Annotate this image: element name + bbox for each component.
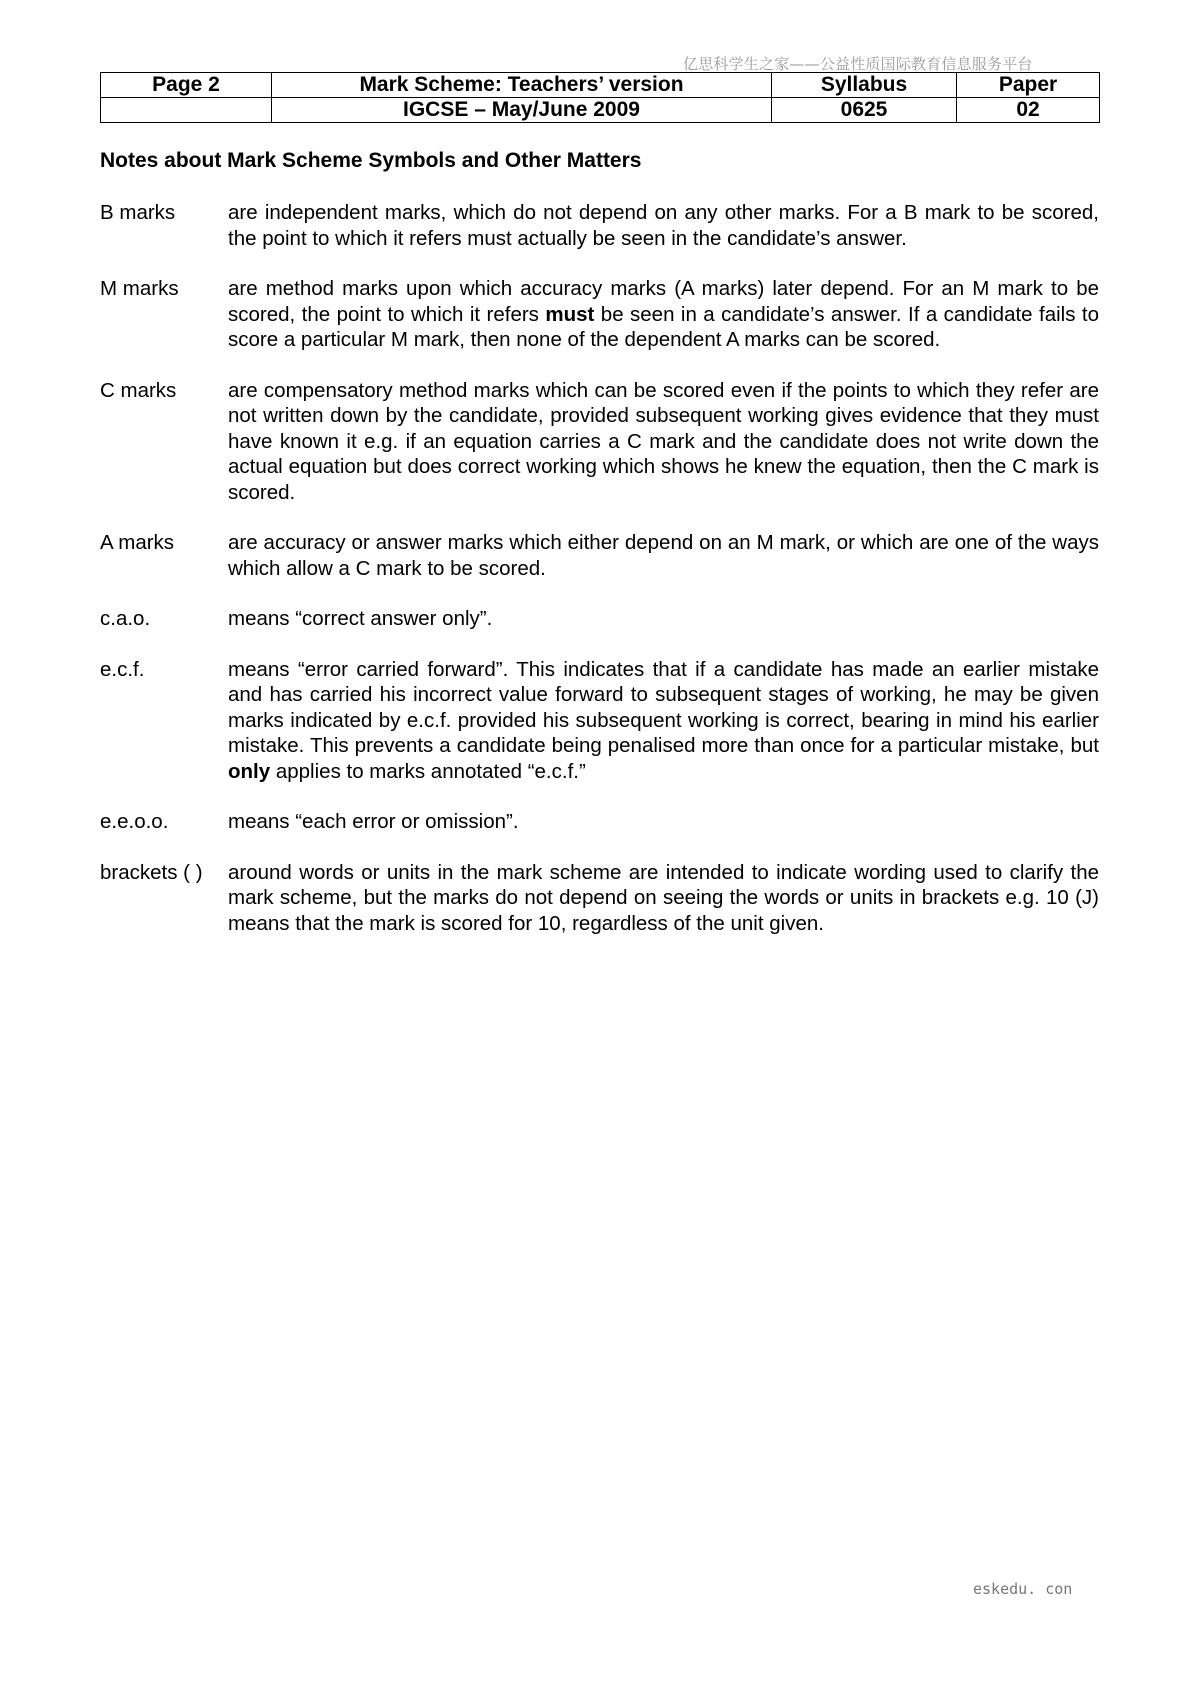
note-term: C marks <box>100 378 177 402</box>
section-heading: Notes about Mark Scheme Symbols and Other Matters <box>100 149 642 172</box>
exam-session: IGCSE – May/June 2009 <box>272 98 772 123</box>
header-row-2 <box>101 98 1100 123</box>
definition-text: applies to marks annotated “e.c.f.” <box>270 759 586 783</box>
header-row-1 <box>101 73 1100 98</box>
definition-emphasis: must <box>545 302 595 326</box>
note-definition: are compensatory method marks which can be scored even if the points to which they refer are not written down by the candidate, provided subsequent working gives evidence that they must have known it e.g. if an equation carries a C mark and the candidate does not write down the actual equation but does correct working which shows he knew the equation, then the C mark is scored. <box>228 378 1099 504</box>
note-term: brackets ( ) <box>100 860 203 884</box>
definition-emphasis: only <box>228 759 271 783</box>
note-c-marks <box>100 378 1099 506</box>
note-definition: are accuracy or answer marks which either depend on an M mark, or which are one of the ways which allow a C mark to be scored. <box>228 531 1099 580</box>
note-cao <box>100 606 1099 632</box>
header-table <box>100 72 1100 123</box>
note-b-marks <box>100 200 1099 251</box>
paper-label: Paper <box>957 73 1100 98</box>
note-term: e.c.f. <box>100 657 145 681</box>
note-definition: are independent marks, which do not depend on any other marks. For a B mark to be scored, the point to which it refers must actually be seen in the candidate’s answer. <box>228 201 1099 250</box>
footer-watermark: eskedu. con <box>973 1580 1073 1598</box>
note-term: M marks <box>100 277 179 300</box>
syllabus-code: 0625 <box>772 98 957 123</box>
paper-number: 02 <box>957 98 1100 123</box>
page-label: Page 2 <box>101 73 272 98</box>
note-definition <box>228 276 1099 353</box>
empty-cell <box>101 98 272 123</box>
note-ecf <box>100 657 1099 785</box>
syllabus-label: Syllabus <box>772 73 957 98</box>
note-term: A marks <box>100 531 175 554</box>
note-a-marks <box>100 530 1099 581</box>
note-brackets <box>100 860 1099 937</box>
definition-text: are method marks upon which accuracy marks (A marks) later depend. For an M mark to be scored, the point to which it refers <box>228 277 1099 326</box>
note-m-marks <box>100 276 1099 353</box>
note-definition: means “each error or omission”. <box>228 810 519 833</box>
definition-text: means “error carried forward”. This indicates that if a candidate has made an earlier mistake and has carried his incorrect value forward to subsequent stages of working, he may be given marks indicated by e.c.f. provided his subsequent working is correct, bearing in mind his earlier mistake. This prevents a candidate being penalised more than once for a particular mistake, but <box>228 657 1099 757</box>
note-term: e.e.o.o. <box>100 810 169 833</box>
document-title: Mark Scheme: Teachers’ version <box>272 73 772 98</box>
note-definition <box>228 657 1099 785</box>
note-term: c.a.o. <box>100 607 151 630</box>
definition-text: be seen in a candidate’s answer. If a candidate fails to score a particular M mark, then none of the dependent A marks can be scored. <box>228 302 1099 351</box>
note-definition: around words or units in the mark scheme are intended to indicate wording used to clarify the mark scheme, but the marks do not depend on seeing the words or units in brackets e.g. 10 (J) means that the mark is scored for 10, regardless of the unit given. <box>228 860 1099 935</box>
note-eeoo <box>100 809 1099 835</box>
note-definition: means “correct answer only”. <box>228 607 493 630</box>
notes-list <box>100 200 1099 961</box>
watermark-text: 亿思科学生之家——公益性质国际教育信息服务平台 <box>683 55 1033 73</box>
note-term: B marks <box>100 201 176 224</box>
